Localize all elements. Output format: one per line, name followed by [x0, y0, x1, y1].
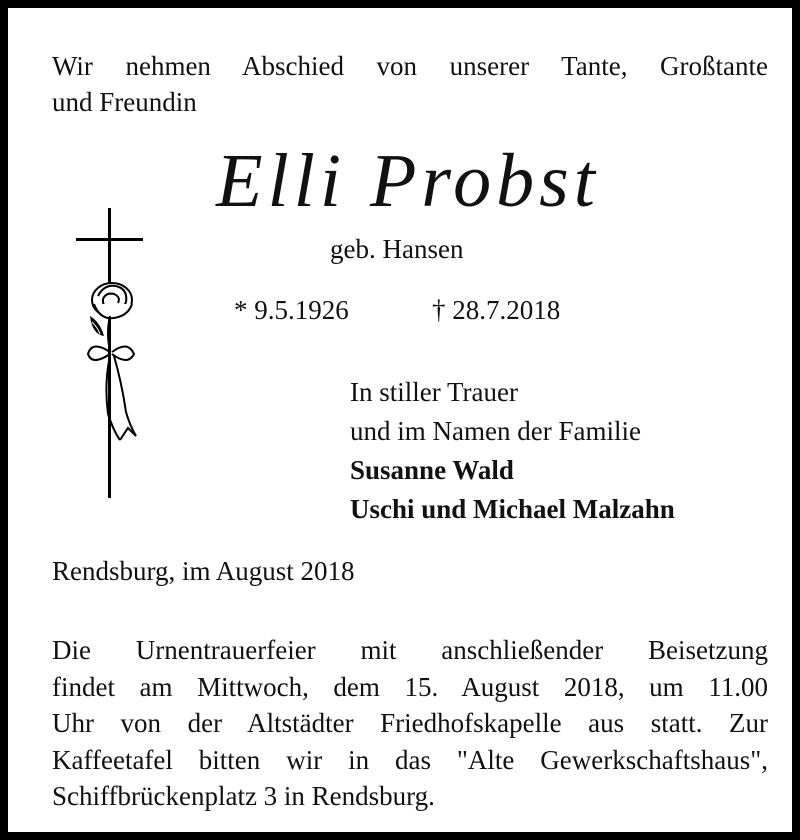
deceased-name: Elli Probst — [216, 139, 600, 223]
intro-text — [52, 48, 768, 120]
mourning-block — [350, 373, 675, 529]
ceremony-line: Uhr von der Altstädter Friedhofskapelle aus statt. Zur — [52, 708, 768, 738]
maiden-name: geb. Hansen — [330, 234, 464, 264]
intro-line-2: und Freundin — [52, 87, 197, 117]
ceremony-line: Die Urnentrauerfeier mit anschließender Beisetzung — [52, 635, 768, 665]
mourner-1: Susanne Wald — [350, 455, 514, 485]
mourning-line-1: In stiller Trauer — [350, 377, 518, 407]
death-date: † 28.7.2018 — [432, 295, 561, 325]
cross-with-rose-icon — [70, 204, 150, 504]
ceremony-details — [52, 632, 768, 815]
ceremony-line: Schiffbrückenplatz 3 in Rendsburg. — [52, 781, 435, 811]
intro-line-1: Wir nehmen Abschied von unserer Tante, Großtante — [52, 51, 768, 81]
mourner-2: Uschi und Michael Malzahn — [350, 494, 675, 524]
place-date: Rendsburg, im August 2018 — [52, 556, 355, 586]
ceremony-line: Kaffeetafel bitten wir in das "Alte Gewerkschaftshaus", — [52, 744, 768, 775]
ceremony-line: findet am Mittwoch, dem 15. August 2018, um 11.00 — [52, 671, 768, 702]
mourning-line-2: und im Namen der Familie — [350, 416, 641, 446]
birth-date: * 9.5.1926 — [234, 295, 349, 325]
